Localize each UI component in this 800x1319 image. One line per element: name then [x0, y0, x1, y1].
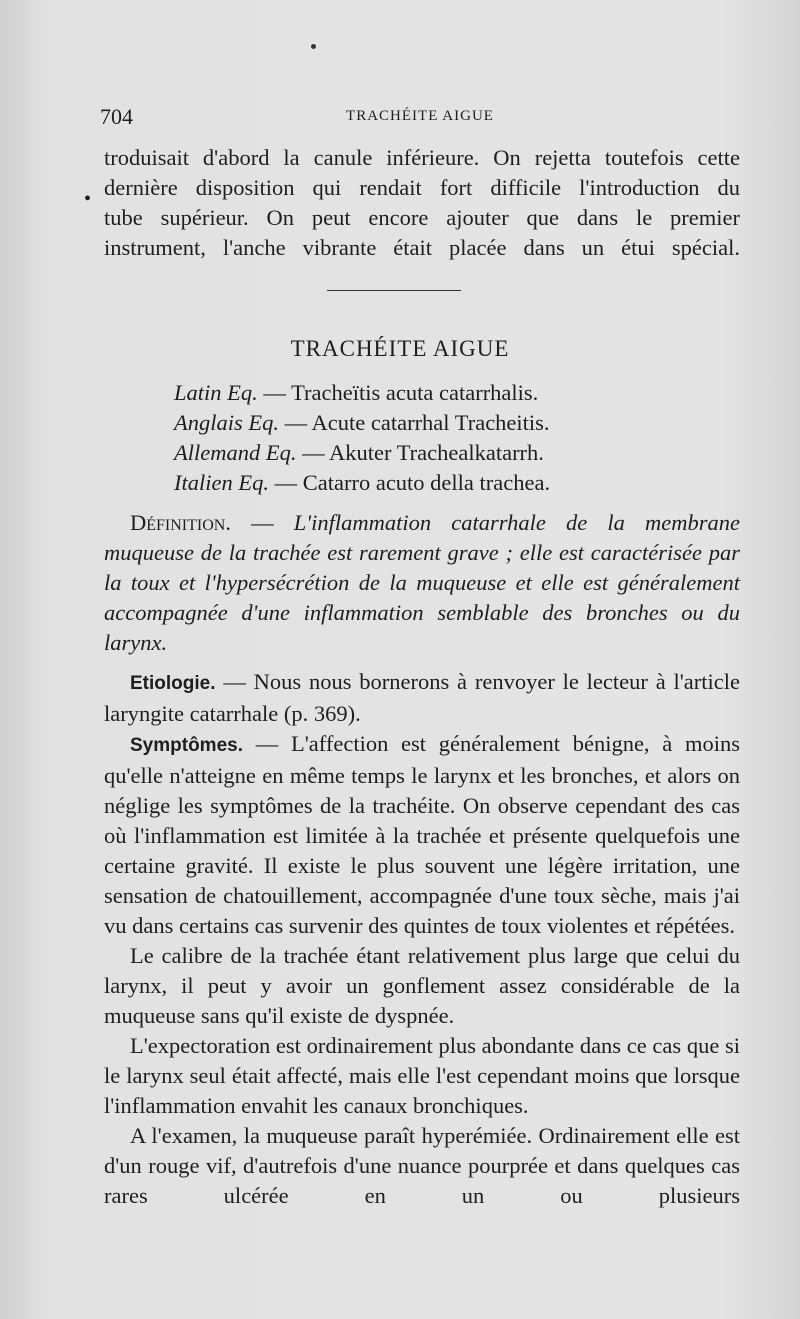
symptomes-label: Symptômes.: [130, 735, 243, 756]
eq-label: Allemand Eq.: [174, 440, 297, 465]
definition-text: L'inflammation catarrhale de la membrane muqueuse de la trachée est rarement grave ; elle est caractérisée par la toux et l'hypersécrétion de la muqueuse et elle est généralement accompagnée d'une inflammation semblable des bronches ou du larynx.: [104, 510, 741, 655]
equivalent-latin: [174, 378, 694, 408]
intro-paragraph: [104, 143, 740, 263]
section-title: TRACHÉITE AIGUE: [290, 336, 510, 361]
etiologie-text: Nous nous bornerons à renvoyer le lecteur à l'article laryngite catarrhale (p. 369).: [104, 669, 740, 726]
equivalent-italien: [174, 468, 694, 498]
body-paragraph: A l'examen, la muqueuse paraît hyperémiée. Ordinairement elle est d'un rouge vif, d'autrefois d'une nuance pourprée et dans quelques cas rares ulcérée en un ou plusieurs: [104, 1123, 740, 1208]
eq-value: Catarro acuto della trachea.: [302, 470, 551, 495]
definition-paragraph: [104, 508, 740, 658]
body-paragraph: Le calibre de la trachée étant relativement plus large que celui du larynx, il peut y avoir un gonflement assez considérable de la muqueuse sans qu'il existe de dyspnée.: [104, 943, 740, 1028]
intro-line: troduisait d'abord la canule inférieure. On rejetta toutefois cette: [104, 145, 740, 170]
equivalents-list: [174, 378, 694, 498]
etiologie-dash: —: [223, 669, 246, 694]
intro-line: instrument, l'anche vibrante était placée dans un étui spécial.: [104, 235, 740, 260]
eq-label: Anglais Eq.: [174, 410, 279, 435]
definition-dash: —: [251, 510, 274, 535]
section-divider: [327, 290, 461, 291]
body-paragraph: L'expectoration est ordinairement plus abondante dans ce cas que si le larynx seul était affecté, mais elle l'est cependant moins que lorsque l'inflammation envahit les canaux bronchiques.: [104, 1033, 740, 1118]
equivalent-allemand: [174, 438, 694, 468]
page-header: [100, 104, 740, 134]
eq-label: Latin Eq.: [174, 380, 258, 405]
definition-label: Définition.: [130, 510, 231, 535]
eq-value: Tracheïtis acuta catarrhalis.: [291, 380, 539, 405]
etiologie-paragraph: [104, 667, 740, 729]
eq-value: Acute catarrhal Tracheitis.: [311, 410, 550, 435]
symptomes-paragraph: [104, 729, 740, 941]
margin-mark: •: [84, 188, 92, 210]
ink-dot: [311, 44, 316, 49]
eq-value: Akuter Trachealkatarrh.: [329, 440, 544, 465]
eq-dash: —: [284, 410, 308, 435]
running-title: TRACHÉITE AIGUE: [346, 108, 494, 124]
eq-label: Italien Eq.: [174, 470, 269, 495]
etiologie-label: Etiologie.: [130, 673, 216, 694]
eq-dash: —: [263, 380, 286, 405]
eq-dash: —: [302, 440, 325, 465]
equivalent-anglais: [174, 408, 694, 438]
eq-dash: —: [274, 470, 298, 495]
body-text: [104, 508, 740, 1211]
page-number: 704: [100, 104, 133, 129]
intro-line: dernière disposition qui rendait fort difficile l'introduction du: [104, 175, 740, 200]
symptomes-dash: —: [255, 731, 279, 756]
symptomes-text: L'affection est généralement bénigne, à moins qu'elle n'atteigne en même temps le larynx et les bronches, et alors on néglige les symptômes de la trachéite. On observe cependant des cas où l'inflammation est limitée à la trachée et présente quelquefois une certaine gravité. Il existe le plus souvent une légère irritation, une sensation de chatouillement, accompagnée d'une toux sèche, mais j'ai vu dans certains cas survenir des quintes de toux violentes et répétées.: [104, 731, 741, 938]
intro-line: tube supérieur. On peut encore ajouter que dans le premier: [104, 205, 740, 230]
